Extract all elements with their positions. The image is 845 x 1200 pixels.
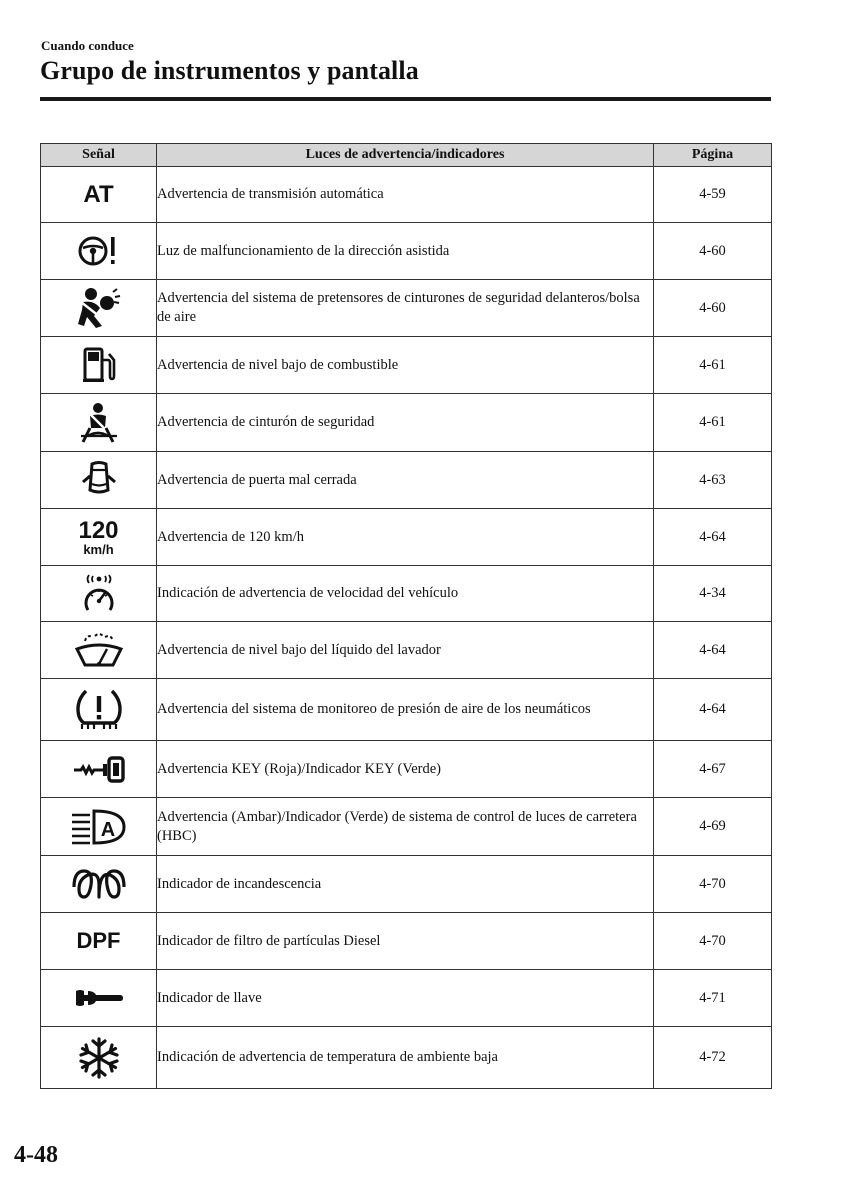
signal-cell <box>41 167 157 223</box>
description-cell: Advertencia (Ambar)/Indicador (Verde) de sistema de control de luces de carretera (HBC) <box>157 798 654 856</box>
high-beam-control-icon <box>70 808 128 846</box>
table-row <box>41 913 772 970</box>
page-cell: 4-72 <box>654 1027 772 1089</box>
seatbelt-pretensioner-airbag-icon <box>76 286 122 330</box>
title-divider <box>40 97 771 101</box>
signal-cell <box>41 856 157 913</box>
description-cell: Luz de malfuncionamiento de la dirección asistida <box>157 223 654 280</box>
tire-pressure-icon <box>74 687 124 733</box>
table-row <box>41 452 772 509</box>
description-cell: Indicador de filtro de partículas Diesel <box>157 913 654 970</box>
description-cell: Advertencia de 120 km/h <box>157 509 654 566</box>
page-cell: 4-64 <box>654 509 772 566</box>
signal-cell <box>41 452 157 509</box>
power-steering-malfunction-icon <box>78 233 120 269</box>
glow-plug-icon <box>71 867 127 901</box>
description-cell: Advertencia de nivel bajo del líquido del lavador <box>157 622 654 679</box>
signal-cell <box>41 970 157 1027</box>
page-cell: 4-70 <box>654 913 772 970</box>
page-cell: 4-60 <box>654 223 772 280</box>
description-cell: Indicación de advertencia de temperatura de ambiente baja <box>157 1027 654 1089</box>
dpf-text-icon: DPF <box>76 928 121 953</box>
page-cell: 4-61 <box>654 394 772 452</box>
table-row <box>41 394 772 452</box>
description-cell: Advertencia KEY (Roja)/Indicador KEY (Verde) <box>157 741 654 798</box>
signal-cell <box>41 509 157 566</box>
description-cell: Indicación de advertencia de velocidad del vehículo <box>157 566 654 622</box>
signal-cell <box>41 280 157 337</box>
seat-belt-icon <box>79 402 119 444</box>
table-row <box>41 741 772 798</box>
table-row <box>41 1027 772 1089</box>
signal-cell <box>41 566 157 622</box>
column-header-signal: Señal <box>41 144 157 167</box>
page-title: Grupo de instrumentos y pantalla <box>40 56 419 85</box>
key-icon <box>71 754 127 784</box>
signal-cell <box>41 337 157 394</box>
signal-cell <box>41 741 157 798</box>
table-row <box>41 622 772 679</box>
wrench-icon <box>74 987 124 1009</box>
description-cell: Advertencia de transmisión automática <box>157 167 654 223</box>
table-row <box>41 337 772 394</box>
low-washer-fluid-icon <box>73 631 125 669</box>
signal-cell <box>41 223 157 280</box>
description-cell: Advertencia de cinturón de seguridad <box>157 394 654 452</box>
signal-cell <box>41 798 157 856</box>
table-row <box>41 167 772 223</box>
table-row <box>41 223 772 280</box>
description-cell: Indicador de llave <box>157 970 654 1027</box>
page-cell: 4-69 <box>654 798 772 856</box>
signal-cell <box>41 913 157 970</box>
table-row <box>41 970 772 1027</box>
section-label: Cuando conduce <box>41 38 134 53</box>
description-cell: Indicador de incandescencia <box>157 856 654 913</box>
door-ajar-icon <box>80 460 118 500</box>
description-cell: Advertencia del sistema de monitoreo de presión de aire de los neumáticos <box>157 679 654 741</box>
svg-text:A: A <box>100 818 115 841</box>
snowflake-icon <box>77 1036 121 1080</box>
description-cell: Advertencia del sistema de pretensores de cinturones de seguridad delanteros/bolsa de aire <box>157 280 654 337</box>
table-row <box>41 566 772 622</box>
page-cell: 4-64 <box>654 679 772 741</box>
at-text-icon: AT <box>83 180 114 208</box>
table-header-row <box>41 144 772 167</box>
signal-cell <box>41 1027 157 1089</box>
signal-cell <box>41 679 157 741</box>
signal-cell <box>41 622 157 679</box>
table-row <box>41 798 772 856</box>
low-fuel-icon <box>82 346 116 384</box>
description-cell: Advertencia de puerta mal cerrada <box>157 452 654 509</box>
description-cell: Advertencia de nivel bajo de combustible <box>157 337 654 394</box>
table-row <box>41 856 772 913</box>
table-row <box>41 280 772 337</box>
signal-cell <box>41 394 157 452</box>
page-cell: 4-71 <box>654 970 772 1027</box>
page-cell: 4-70 <box>654 856 772 913</box>
page-cell: 4-60 <box>654 280 772 337</box>
column-header-page: Página <box>654 144 772 167</box>
column-header-description: Luces de advertencia/indicadores <box>157 144 654 167</box>
page-cell: 4-61 <box>654 337 772 394</box>
page-number: 4-48 <box>14 1142 58 1168</box>
table-row <box>41 679 772 741</box>
table-row <box>41 509 772 566</box>
speed-120-icon: 120 km/h <box>78 516 119 557</box>
page-cell: 4-59 <box>654 167 772 223</box>
page-cell: 4-67 <box>654 741 772 798</box>
indicator-table <box>40 143 772 1089</box>
page-cell: 4-34 <box>654 566 772 622</box>
page-cell: 4-64 <box>654 622 772 679</box>
page-cell: 4-63 <box>654 452 772 509</box>
speed-warning-icon <box>80 574 118 614</box>
